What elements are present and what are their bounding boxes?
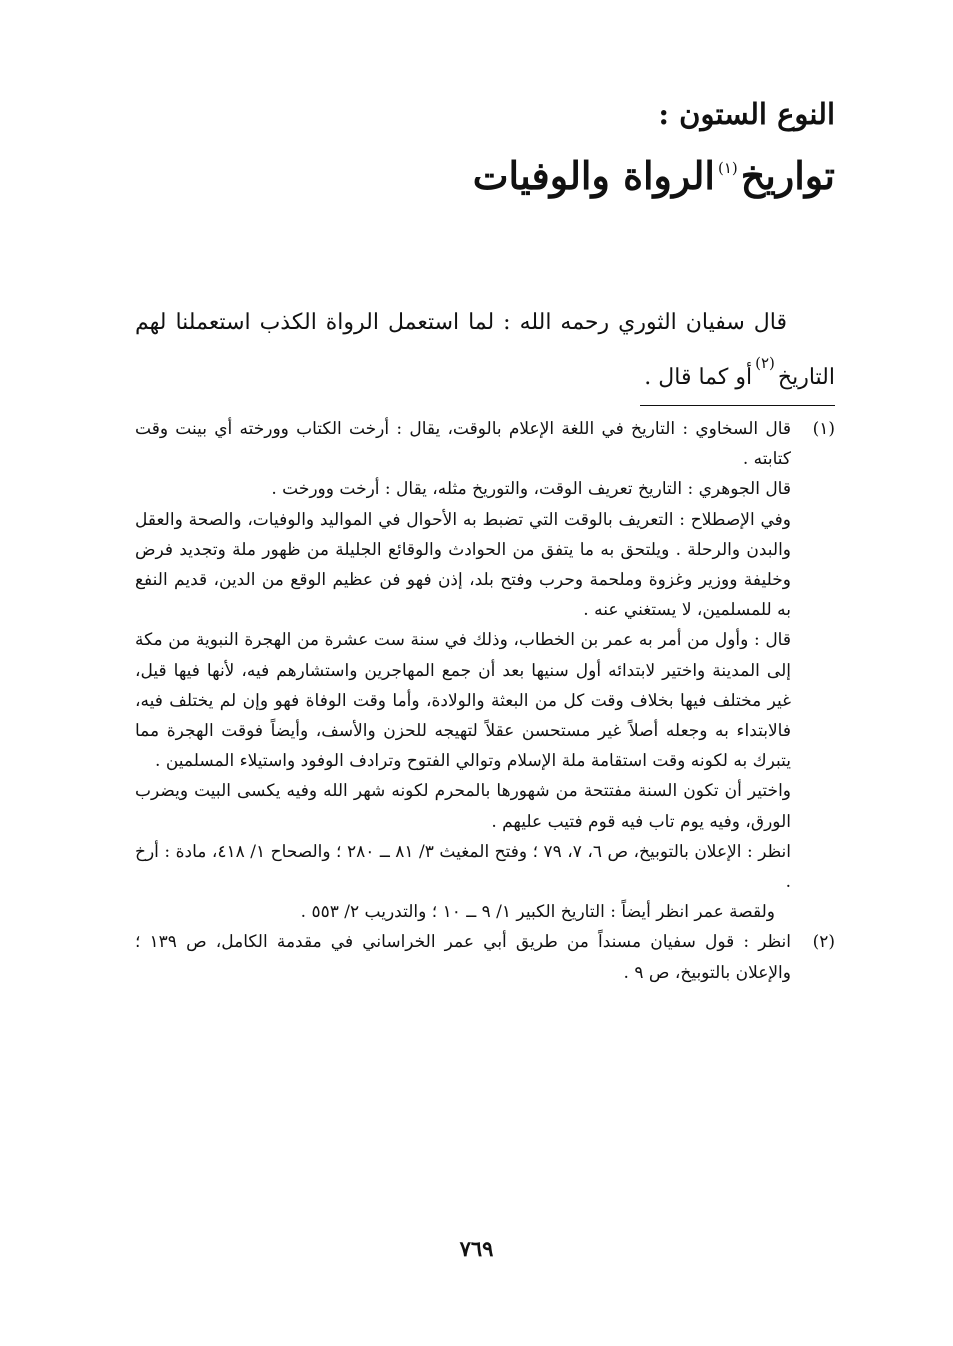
footnote-1	[135, 414, 835, 927]
chapter-title-part1: تواريخ	[740, 153, 835, 198]
footnote-1-paragraph: واختير أن تكون السنة مفتتحة من شهورها بالمحرم لكونه شهر الله وفيه يكسى البيت ويضرب الورق، وفيه يوم تاب فيه قوم فتيب عليهم .	[135, 781, 791, 832]
footnote-1-paragraph: وفي الإصطلاح : التعريف بالوقت التي تضبط به الأحوال في المواليد والوفيات، والصحة والعقل والبدن والرحلة . ويلتحق به ما يتفق من الحوادث والوقائع الجليلة من ظهور ملة وتجديد فرض وخليفة ووزير وغزوة وملحمة وحرب وفتح بلد، إذن فهو فن عظيم الوقع من الدين، قديم النفع به للمسلمين، لا يستغني عنه .	[135, 509, 791, 621]
footnote-1-paragraph: قال الجوهري : التاريخ تعريف الوقت، والتوريخ مثله، يقال : أرخت وورخت .	[271, 479, 791, 500]
footnote-2	[135, 927, 835, 987]
footnote-2-paragraph: انظر : قول سفيان مسنداً من طريق أبي عمر الخراساني في مقدمة الكامل، ص ١٣٩ ؛ والإعلان بالتوبيخ، ص ٩ .	[135, 932, 792, 983]
footnote-2-body	[135, 927, 791, 987]
footnote-1-paragraph: قال السخاوي : التاريخ في اللغة الإعلام بالوقت، يقال : أرخت الكتاب وورخته أي بينت وقت كتابته .	[135, 419, 791, 470]
page-number: ٧٦٩	[459, 1236, 494, 1261]
chapter-title-footnote-ref[interactable]: (١)	[717, 159, 738, 177]
footnote-separator	[640, 405, 835, 406]
main-paragraph-line1: قال سفيان الثوري رحمه الله : لما استعمل الرواة الكذب استعملنا	[175, 310, 787, 335]
main-paragraph	[135, 302, 835, 398]
main-paragraph-footnote-ref[interactable]: (٢)	[755, 354, 775, 372]
main-paragraph-line2a: لهم التاريخ	[135, 310, 835, 390]
footnote-2-number: (٢)	[812, 932, 835, 953]
main-paragraph-line2b: أو كما قال .	[644, 365, 753, 390]
footnote-1-body	[135, 414, 791, 927]
footnote-1-paragraph: انظر : الإعلان بالتوبيخ، ص ٦، ٧، ٧٩ ؛ وفتح المغيث ٣/ ٨١ ــ ٢٨٠ ؛ والصحاح ١/ ٤١٨، مادة : أرخ .	[135, 841, 791, 893]
footnote-1-paragraph: ولقصة عمر انظر أيضاً : التاريخ الكبير ١/ ٩ ــ ١٠ ؛ والتدريب ٢/ ٥٥٣ .	[300, 902, 775, 923]
chapter-label: النوع الستون :	[658, 97, 835, 131]
chapter-heading	[135, 92, 835, 204]
footnote-1-number: (١)	[812, 419, 835, 439]
footnotes	[135, 414, 835, 988]
main-paragraph-text	[135, 302, 835, 398]
chapter-title-part2: الرواة والوفيات	[472, 153, 715, 198]
footnote-1-paragraph: قال : وأول من أمر به عمر بن الخطاب، وذلك في سنة ست عشرة من الهجرة النبوية من مكة إلى المدينة واختير لابتدائه أول سنيها بعد أن جمع المهاجرين واستشارهم فيه، لأنها فيها قيل، غير مختلف فيها بخلاف وقت كل من البعثة والولادة، وأما وقت الوفاة فهو وإن لم يختلف فيه، فالابتداء به وجعله أصلاً غير مستحسن عقلاً لتهيجه للحزن والأسف، وأيضاً فوقت الهجرة مما يتبرك به لكونه وقت استقامة ملة الإسلام وتوالي الفتوح وترادف الوفود واستيلاء المسلمين .	[135, 630, 791, 772]
chapter-title	[135, 140, 835, 204]
